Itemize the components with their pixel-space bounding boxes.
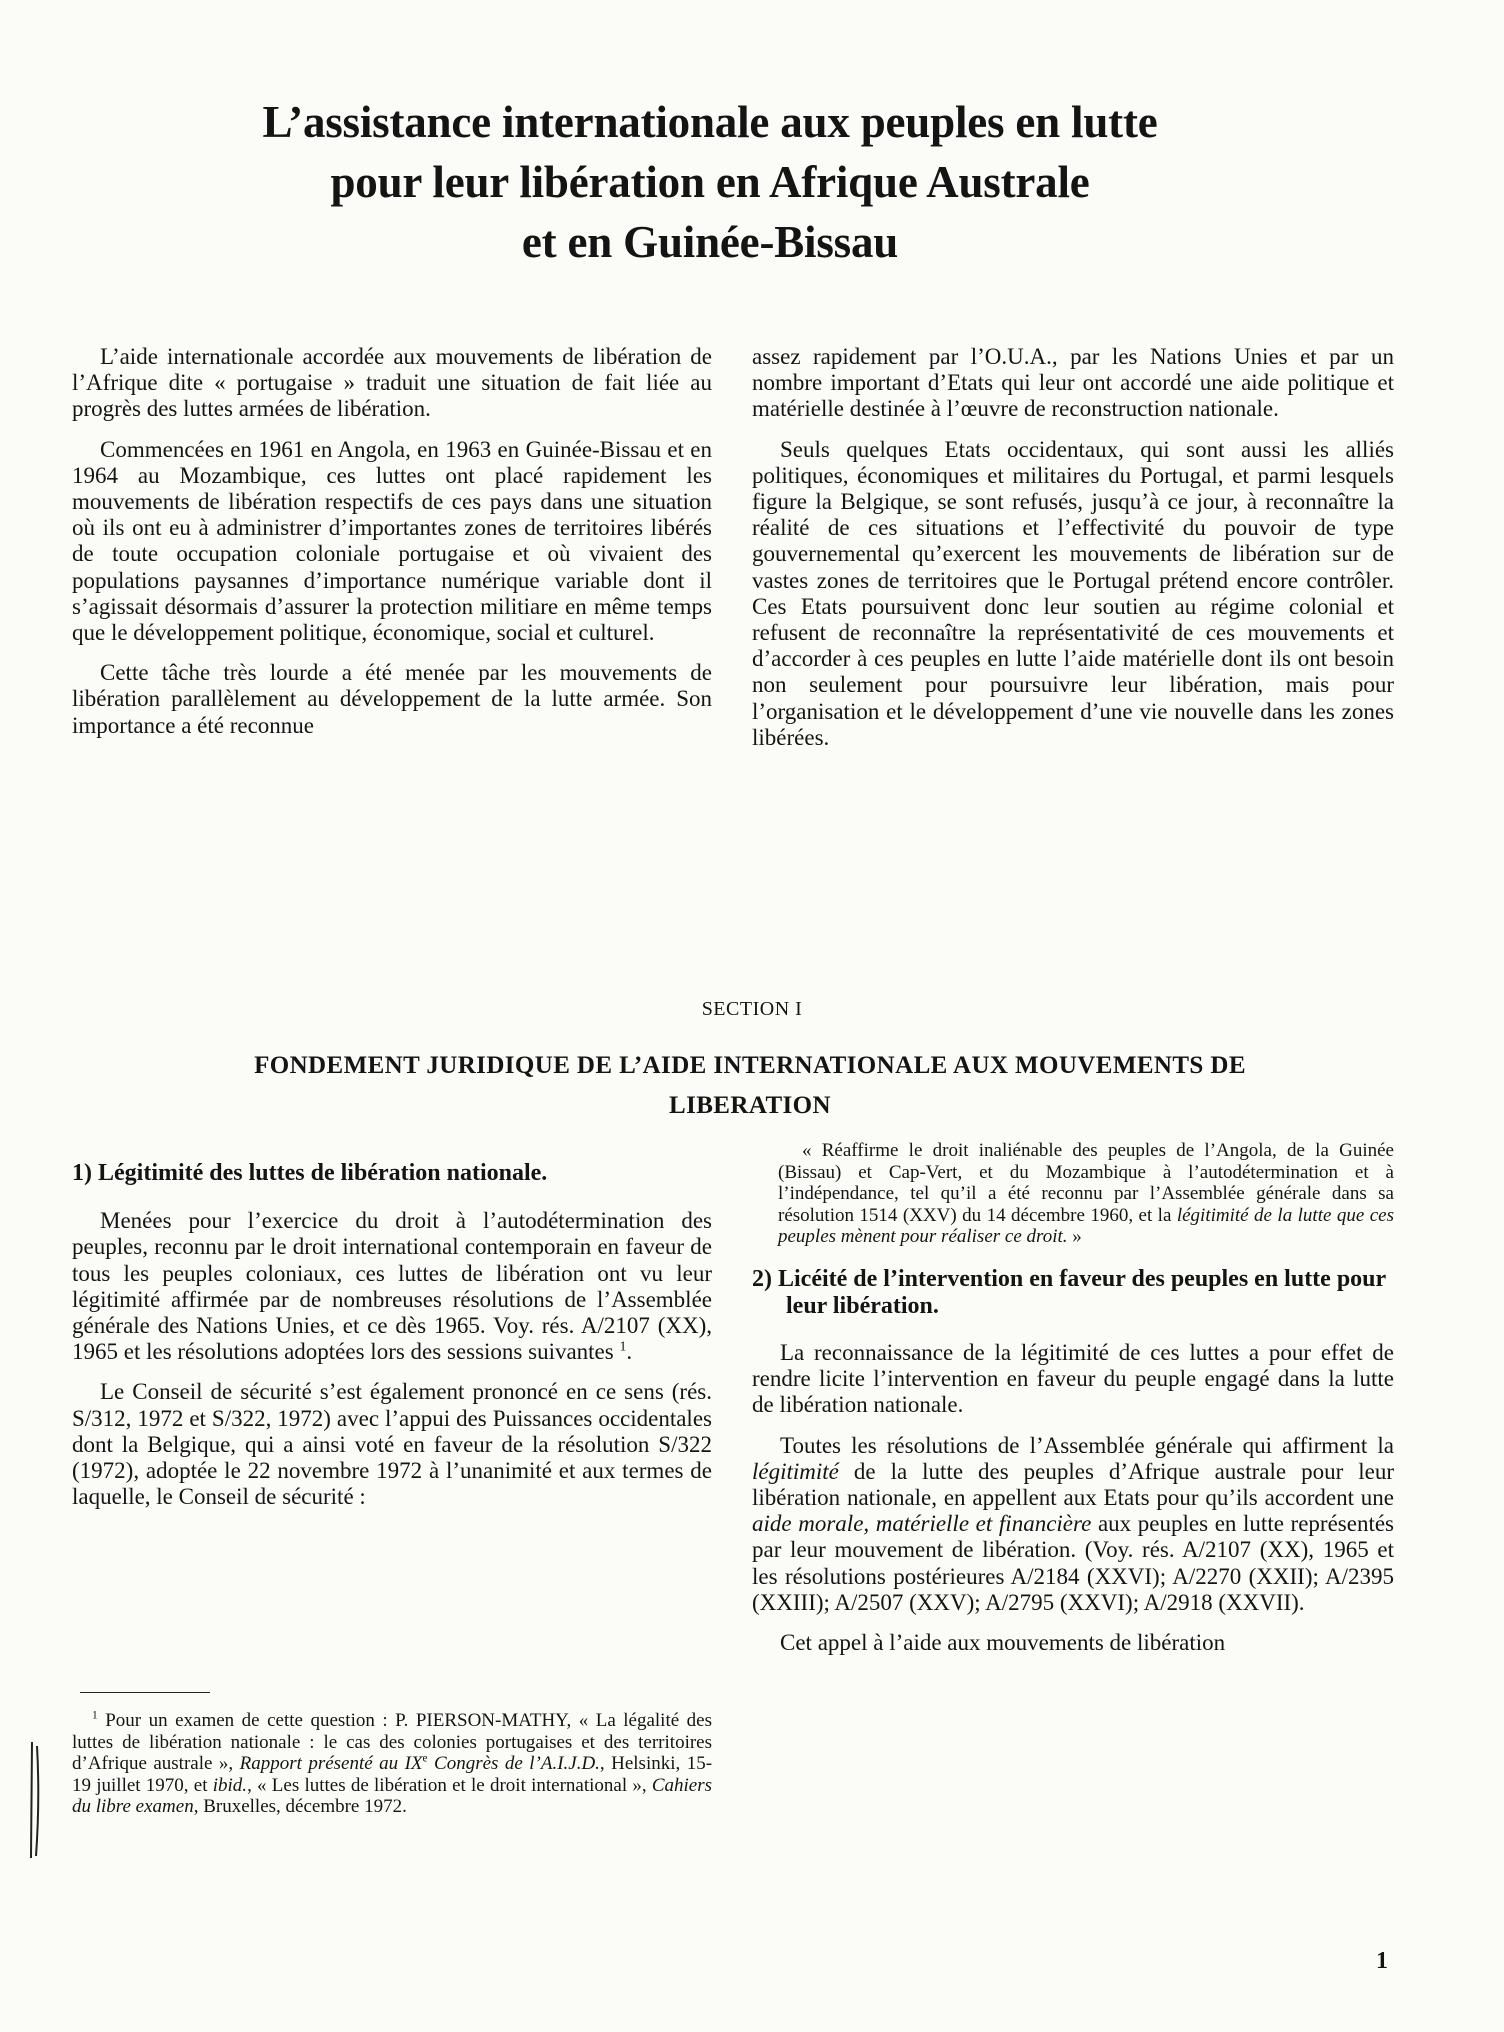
footnote-marker: 1 (92, 1709, 98, 1722)
emphasis: légitimité (752, 1458, 839, 1484)
page-number: 1 (1376, 1948, 1388, 1974)
footnote-italic-sup: e (422, 1752, 428, 1765)
handwritten-margin-mark (28, 1740, 42, 1860)
title-line-3: et en Guinée-Bissau (521, 217, 899, 267)
paragraph-text-end: . (626, 1339, 633, 1365)
section-label: SECTION I (701, 998, 803, 1020)
body-left-column (72, 1160, 712, 1524)
footnote-part: , « Les luttes de libération et le droit international », (247, 1774, 647, 1796)
subsection-heading-2: 2) Licéité de l’intervention en faveur des peuples en lutte pour leur libération. (752, 1265, 1386, 1319)
document-title (160, 92, 1260, 272)
body-paragraph: Le Conseil de sécurité s’est également prononcé en ce sens (rés. S/312, 1972 et S/322, 1972) avec l’appui des Puissances occidentales dont la Belgique, qui a ainsi voté en faveur de la résolution S/322 (1972), adoptée le 22 novembre 1972 à l’unanimité et aux termes de laquelle, le Conseil de sécurité : (72, 1379, 712, 1510)
body-paragraph (752, 1433, 1394, 1616)
footnote-part: , Helsinki, 15-19 juillet 1970, et (72, 1753, 713, 1796)
paragraph-text: aux peuples en lutte représentés par leur mouvement de libération. (Voy. rés. A/2107 (XX), 1965 et les résolutions postérieures A/2184 (XXVI); A/2270 (XXII); A/2395 (XXIII); A/2507 (XXV); A/2795 (XXVI); A/2918 (XXVII). (752, 1511, 1395, 1615)
quote-end: » (1072, 1226, 1082, 1248)
body-right-column (752, 1140, 1394, 1670)
section-title (140, 1046, 1360, 1126)
paragraph-text: Toutes les résolutions de l’Assemblée générale qui affirment la (780, 1432, 1394, 1458)
paragraph-text: Menées pour l’exercice du droit à l’autodétermination des peuples, reconnu par le droit international contemporain en faveur de tous les peuples coloniaux, ces luttes de libération ont vu leur légitimité affirmée par de nombreuses résolutions de l’Assemblée générale des Nations Unies, et ce dès 1965. Voy. rés. A/2107 (XX), 1965 et les résolutions adoptées lors des sessions suivantes (72, 1208, 712, 1365)
footnote-reference: 1 (619, 1338, 627, 1354)
intro-paragraph: assez rapidement par l’O.U.A., par les Nations Unies et par un nombre important d’Etats qui leur ont accordé une aide politique et matérielle destinée à l’œuvre de reconstruction nationale. (752, 344, 1394, 422)
section-title-line-2: LIBERATION (669, 1092, 831, 1119)
footnote-part: Pour un examen de cette question : P. PIERSON-MATHY, « La légalité des luttes de libération nationale : le cas des colonies portugaises et des territoires d’Afrique australe », (72, 1710, 712, 1775)
intro-left-column (72, 344, 712, 753)
emphasis: aide morale, matérielle et financière (752, 1511, 1092, 1537)
footnote-text (72, 1710, 712, 1818)
footnote-italic: ibid. (212, 1774, 248, 1796)
title-line-1: L’assistance internationale aux peuples en lutte (262, 97, 1158, 147)
intro-paragraph: L’aide internationale accordée aux mouvements de libération de l’Afrique dite « portugaise » traduit une situation de fait liée au progrès des luttes armées de libération. (72, 344, 712, 422)
quote-text: « Réaffirme le droit inaliénable des peuples de l’Angola, de la Guinée (Bissau) et Cap-Vert, et du Mozambique à l’autodétermination et à l’indépendance, tel qu’il a été reconnu par l’Assemblée générale dans sa résolution 1514 (XXV) du 14 décembre 1960, et la (778, 1140, 1394, 1226)
footnote-divider (80, 1692, 210, 1693)
footnote-italic: Congrès de l’A.I.J.D. (434, 1753, 600, 1775)
body-paragraph: La reconnaissance de la légitimité de ces luttes a pour effet de rendre licite l’intervention en faveur du peuple engagé dans la lutte de libération nationale. (752, 1339, 1394, 1418)
title-line-2: pour leur libération en Afrique Australe (330, 157, 1090, 207)
footnote (72, 1710, 712, 1818)
intro-paragraph: Seuls quelques Etats occidentaux, qui sont aussi les alliés politiques, économiques et militaires du Portugal, et parmi lesquels figure la Belgique, se sont refusés, jusqu’à ce jour, à reconnaître la réalité de ces situations et l’effectivité du pouvoir de type gouvernemental qu’exercent les mouvements de libération sur de vastes zones de territoires que le Portugal prétend encore contrôler. Ces Etats poursuivent donc leur soutien au régime colonial et refusent de reconnaître la représentativité de ces mouvements et d’accorder à ces peuples en lutte l’aide matérielle dont ils ont besoin non seulement pour poursuivre leur libération, mais pour l’organisation et le développement d’une vie nouvelle dans les zones libérées. (752, 436, 1394, 750)
footnote-italic: Rapport présenté au IX (239, 1753, 423, 1775)
body-paragraph: Cet appel à l’aide aux mouvements de libération (780, 1630, 1226, 1655)
section-title-line-1: FONDEMENT JURIDIQUE DE L’AIDE INTERNATIONALE AUX MOUVEMENTS DE (254, 1052, 1246, 1079)
paragraph-text: de la lutte des peuples d’Afrique australe pour leur libération nationale, en appellent aux Etats pour qu’ils accordent une (752, 1458, 1394, 1510)
body-paragraph (72, 1208, 712, 1365)
resolution-quote (752, 1140, 1394, 1248)
intro-paragraph: Cette tâche très lourde a été menée par les mouvements de libération parallèlement au développement de la lutte armée. Son importance a été reconnue (72, 660, 712, 738)
quote-block (778, 1140, 1394, 1248)
quote-italic: légitimité de la lutte que ces peuples mènent pour réaliser ce droit. (778, 1204, 1395, 1248)
intro-right-column (752, 344, 1394, 765)
footnote-part: , Bruxelles, décembre 1972. (193, 1796, 407, 1818)
subsection-heading-1: 1) Légitimité des luttes de libération nationale. (72, 1160, 548, 1186)
footnote-italic: Cahiers du libre examen (72, 1774, 713, 1818)
intro-paragraph: Commencées en 1961 en Angola, en 1963 en Guinée-Bissau et en 1964 au Mozambique, ces luttes ont placé rapidement les mouvements de libération respectifs de ces pays dans une situation où ils ont eu à administrer d’importantes zones de territoires libérés de toute occupation coloniale portugaise et où vivaient des populations paysannes d’importance numérique variable dont il s’agissait désormais d’assurer la protection militiare en même temps que le développement politique, économique, social et culturel. (72, 436, 712, 646)
